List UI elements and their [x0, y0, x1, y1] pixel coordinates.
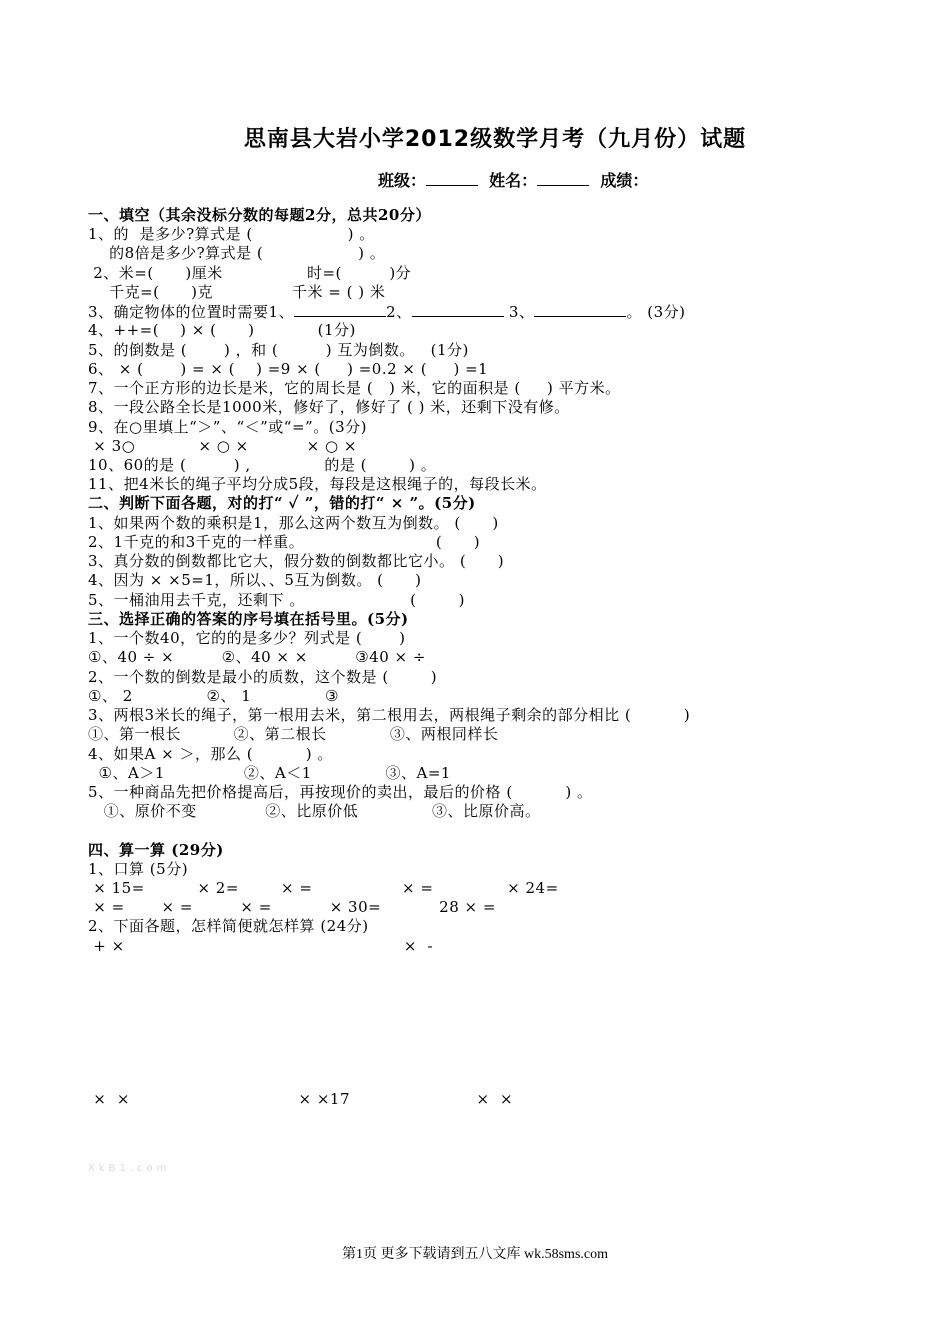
q3-text: 。 (3分) [626, 303, 686, 321]
question-line: ①、第一根长 ②、第二根长 ③、两根同样长 [88, 725, 499, 743]
class-label: 班级： [378, 171, 427, 190]
question-line: 2、1千克的和3千克的一样重。 ( ) [88, 533, 481, 551]
q3-text: 2、 [386, 303, 412, 321]
question-line: 5、的倒数是 ( ) ，和 ( ) 互为倒数。 (1分) [88, 341, 469, 359]
student-info [378, 168, 648, 191]
question-line: 11、把4米长的绳子平均分成5段，每段是这根绳子的，每段长米。 [88, 475, 547, 493]
question-line: 的8倍是多少?算式是 ( ) 。 [88, 244, 386, 262]
class-blank [426, 171, 478, 186]
question-line: 4、因为 × ×5=1，所以、、5互为倒数。 ( ) [88, 571, 422, 589]
question-line: 5、一桶油用去千克，还剩下 。 ( ) [88, 591, 466, 609]
question-line: 3、真分数的倒数都比它大，假分数的倒数都比它小。 ( ) [88, 552, 505, 570]
question-line: 2、米=( )厘米 时=( )分 [88, 264, 412, 282]
question-line: 8、一段公路全长是1000米，修好了，修好了 ( ) 米，还剩下没有修。 [88, 398, 570, 416]
name-label: 姓名： [489, 171, 538, 190]
q3-text: 3、 [503, 303, 535, 321]
question-line: 1、口算 (5分) [88, 860, 189, 878]
question-line: 10、60的是 ( ) , 的是 ( ) 。 [88, 456, 437, 474]
question-line: 1、一个数40，它的的是多少？列式是 ( ) [88, 629, 406, 647]
answer-blank [412, 302, 504, 317]
answer-blank [534, 302, 626, 317]
question-line: 2、一个数的倒数是最小的质数，这个数是 ( ) [88, 668, 438, 686]
q3-text: 3、确定物体的位置时需要1、 [88, 303, 295, 321]
question-line: 6、 × ( ) = × ( ) =9 × ( ) =0.2 × ( ) =1 [88, 360, 489, 378]
section-2-heading: 二、判断下面各题，对的打“ ✓ ”，错的打“ × ”。(5分) [88, 494, 476, 512]
question-line: 1、的 是多少?算式是 ( ) 。 [88, 225, 375, 243]
question-line: 3、两根3米长的绳子，第一根用去米，第二根用去，两根绳子剩余的部分相比 ( ) [88, 706, 691, 724]
question-line: 5、一种商品先把价格提高后，再按现价的卖出，最后的价格 ( ) 。 [88, 783, 593, 801]
question-line: 1、如果两个数的乘积是1，那么这两个数互为倒数。 ( ) [88, 514, 499, 532]
question-line: ①、原价不变 ②、比原价低 ③、比原价高。 [88, 802, 541, 820]
watermark: XkB1.com [88, 1163, 171, 1174]
question-line: × 15= × 2= × = × = × 24= [88, 879, 559, 897]
section-1-heading: 一、填空（其余没标分数的每题2分，总共20分） [88, 206, 431, 224]
question-line: × 3○ × ○ × × ○ × [88, 437, 357, 455]
question-line [88, 302, 685, 322]
question-line: ①、40 ÷ × ②、40 × × ③40 × ÷ [88, 648, 426, 666]
question-line: × × × ×17 × × [88, 1090, 514, 1108]
section-3-heading: 三、选择正确的答案的序号填在括号里。(5分) [88, 610, 409, 628]
question-line: ①、A＞1 ②、A＜1 ③、A=1 [88, 764, 451, 782]
answer-blank [294, 302, 386, 317]
page-footer: 第1页 更多下载请到五八文库 wk.58sms.com [342, 1247, 608, 1262]
question-line: 7、一个正方形的边长是米，它的周长是 ( ) 米，它的面积是 ( ) 平方米。 [88, 379, 621, 397]
question-line: 2、下面各题，怎样简便就怎样算 (24分) [88, 917, 369, 935]
page-title: 思南县大岩小学2012级数学月考（九月份）试题 [243, 127, 747, 152]
question-line: + × × - [88, 937, 434, 955]
score-label: 成绩： [600, 171, 649, 190]
name-blank [537, 171, 589, 186]
question-line: 9、在○里填上“＞”、“＜”或“=”。(3分) [88, 418, 367, 436]
question-line: 千克=( )克 千米 = ( ) 米 [88, 283, 386, 301]
question-line: 4、++=( ) × ( ) (1分) [88, 321, 356, 339]
question-line: 4、如果A × ＞，那么 ( ) 。 [88, 745, 333, 763]
question-line: ①、 2 ②、 1 ③ [88, 687, 339, 705]
question-line: × = × = × = × 30= 28 × = [88, 898, 496, 916]
section-4-heading: 四、算一算 (29分) [88, 841, 224, 859]
